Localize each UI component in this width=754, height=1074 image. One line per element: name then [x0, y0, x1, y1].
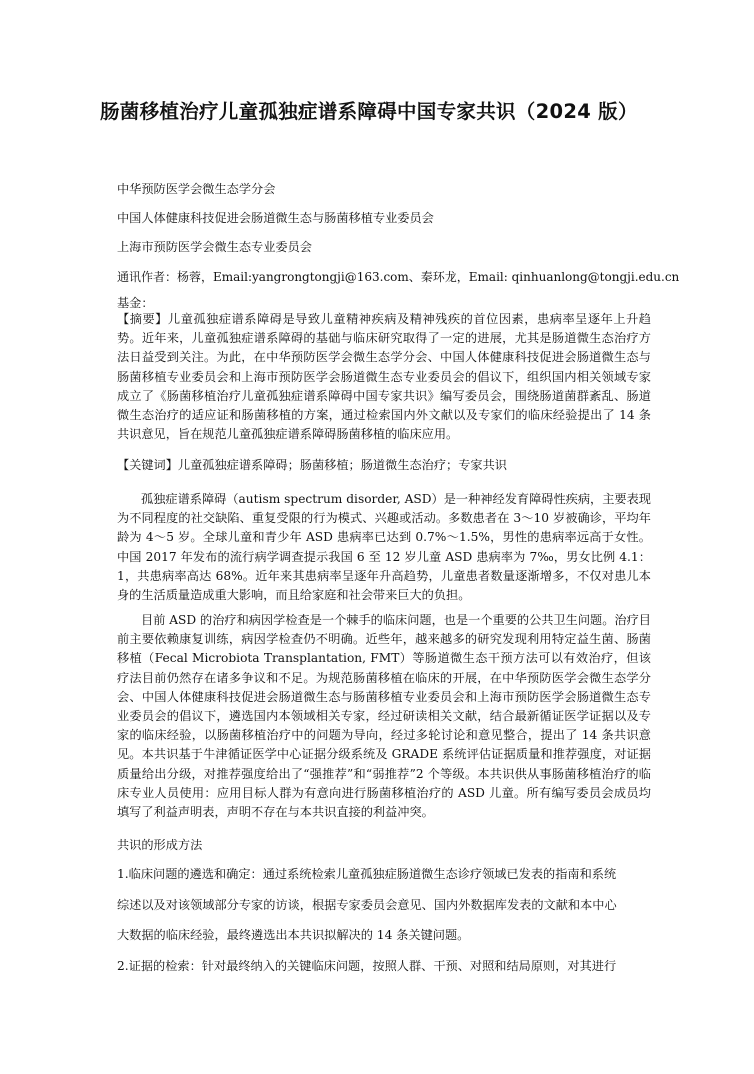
body-paragraph-2: 目前 ASD 的治疗和病因学检查是一个棘手的临床问题，也是一个重要的公共卫生问题。治疗目前主要依赖康复训练，病因学检查仍不明确。近些年，越来越多的研究发现利用特定益生菌、肠菌移植（Fecal Microbiota Transplantation, FMT）等肠道微生态干预方法可以有效治疗，但该疗法目前仍然存在诸多争议和不足。为规范肠菌移植在临床的开展，在中华预防医学会微生态学分会、中国人体健康科技促进会肠道微生态与肠菌移植专业委员会和上海市预防医学会肠道微生态专业委员会的倡议下，遴选国内本领域相关专家，经过研读相关文献，结合最新循证医学证据以及专家的临床经验，以肠菌移植治疗中的问题为导向，经过多轮讨论和意见整合，提出了 14 条共识意见。本共识基于牛津循证医学中心证据分级系统及 GRADE 系统评估证据质量和推荐强度，对证据质量给出分级，对推荐强度给出了“强推荐”和“弱推荐”2 个等级。本共识供从事肠菌移植治疗的临床专业人员使用：应用目标人群为有意向进行肠菌移植治疗的 ASD 儿童。所有编写委员会成员均填写了利益声明表，声明不存在与本共识直接的利益冲突。: [117, 613, 651, 820]
abstract-paragraph: 【摘要】儿童孤独症谱系障碍是导致儿童精神疾病及精神残疾的首位因素，患病率呈逐年上升趋势。近年来，儿童孤独症谱系障碍的基础与临床研究取得了一定的进展，尤其是肠道微生态治疗方法日益受到关注。为此，在中华预防医学会微生态学分会、中国人体健康科技促进会肠道微生态与肠菌移植专业委员会和上海市预防医学会肠道微生态专业委员会的倡议下，组织国内相关领域专家成立了《肠菌移植治疗儿童孤独症谱系障碍中国专家共识》编写委员会，围绕肠道菌群紊乱、肠道微生态治疗的适应证和肠菌移植的方案，通过检索国内外文献以及专家们的临床经验提出了 14 条共识意见，旨在规范儿童孤独症谱系障碍肠菌移植的临床应用。: [117, 312, 651, 442]
organization-1: 中华预防医学会微生态学分会: [117, 182, 276, 196]
organization-3: 上海市预防医学会微生态专业委员会: [117, 240, 312, 254]
method-1-line-2: 综述以及对该领域部分专家的访谈，根据专家委员会意见、国内外数据库发表的文献和本中心: [117, 898, 617, 912]
method-1-line-1: 1.临床问题的遴选和确定：通过系统检索儿童孤独症肠道微生态诊疗领域已发表的指南和系统: [117, 867, 617, 881]
organization-2: 中国人体健康科技促进会肠道微生态与肠菌移植专业委员会: [117, 211, 434, 225]
fund-line: 基金：: [117, 296, 154, 310]
keywords-line: 【关键词】儿童孤独症谱系障碍；肠菌移植；肠道微生态治疗；专家共识: [117, 458, 507, 472]
correspondence-line: 通讯作者：杨蓉，Email:yangrongtongji@163.com、秦环龙，Email: qinhuanlong@tongji.edu.cn: [117, 270, 680, 284]
document-title: 肠菌移植治疗儿童孤独症谱系障碍中国专家共识（2024 版）: [100, 100, 638, 123]
method-1-line-3: 大数据的临床经验，最终遴选出本共识拟解决的 14 条关键问题。: [117, 928, 470, 942]
section-heading: 共识的形成方法: [117, 838, 203, 852]
body-paragraph-1: 孤独症谱系障碍（autism spectrum disorder, ASD）是一种神经发育障碍性疾病，主要表现为不同程度的社交缺陷、重复受限的行为模式、兴趣或活动。多数患者在 3～10 岁被确诊，平均年龄为 4～5 岁。全球儿童和青少年 ASD 患病率已达到 0.7%～1.5%，男性的患病率远高于女性。中国 2017 年发布的流行病学调查提示我国 6 至 12 岁儿童 ASD 患病率为 7‰，男女比例 4.1：1，共患病率高达 68%。近年来其患病率呈逐年升高趋势，儿童患者数量逐渐增多，不仅对患儿本身的生活质量造成重大影响，而且给家庭和社会带来巨大的负担。: [117, 492, 651, 603]
method-2-line-1: 2.证据的检索：针对最终纳入的关键临床问题，按照人群、干预、对照和结局原则，对其进行: [117, 959, 617, 973]
